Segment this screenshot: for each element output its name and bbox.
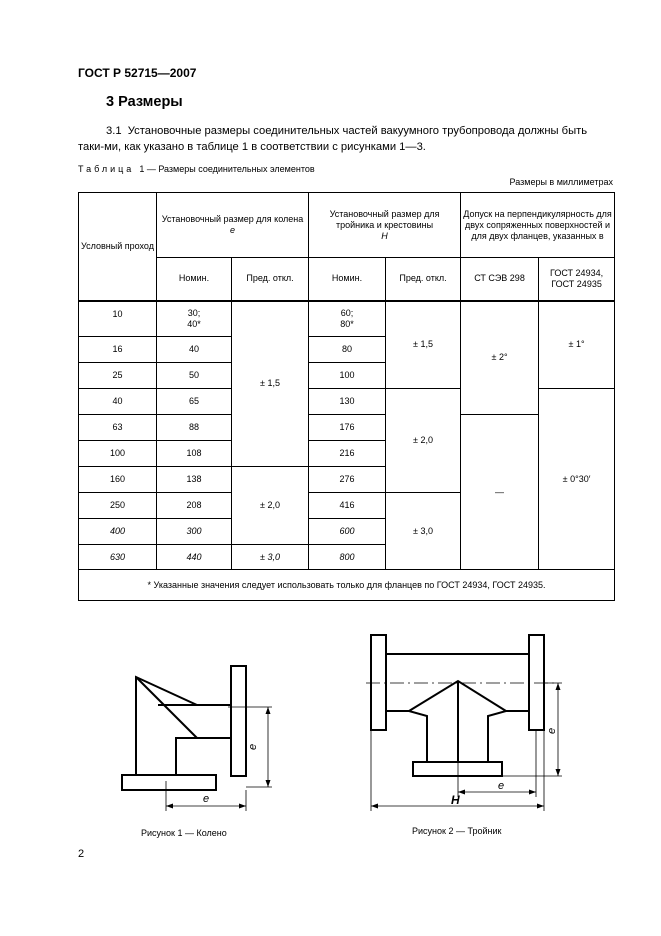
row-e: 208 <box>157 493 232 519</box>
section-title: 3 Размеры <box>106 94 183 110</box>
header-nominal-bore: Условный проход <box>79 193 157 301</box>
row-dn: 40 <box>79 389 157 415</box>
row-h: 416 <box>309 493 386 519</box>
merged-sev-1: ± 2° <box>461 301 539 415</box>
header-tee-label: Установочный размер для тройника и крестовины <box>329 208 440 230</box>
row-e: 440 <box>157 545 232 570</box>
row-dn: 630 <box>79 545 157 570</box>
row-e: 30; 40* <box>157 301 232 337</box>
row-e: 300 <box>157 519 232 545</box>
row-e: 40 <box>157 337 232 363</box>
header-tee-nom: Номин. <box>309 258 386 301</box>
knee-flange-bottom <box>122 775 216 790</box>
merged-e-dev-1: ± 1,5 <box>232 301 309 467</box>
figure-tee-drawing <box>350 625 580 815</box>
row-h: 600 <box>309 519 386 545</box>
row-h: 100 <box>309 363 386 389</box>
figure-knee-drawing <box>110 660 290 820</box>
row-dn: 16 <box>79 337 157 363</box>
header-knee <box>157 193 309 258</box>
paragraph-3-1 <box>78 123 615 155</box>
figure-2-caption: Рисунок 2 — Тройник <box>412 826 502 836</box>
merged-h-dev-2: ± 2,0 <box>386 389 461 493</box>
row-dn: 160 <box>79 467 157 493</box>
row-dn: 250 <box>79 493 157 519</box>
header-tee <box>309 193 461 258</box>
header-gost: ГОСТ 24934, ГОСТ 24935 <box>539 258 615 301</box>
row-e: 65 <box>157 389 232 415</box>
standard-header: ГОСТ Р 52715—2007 <box>78 66 197 80</box>
paragraph-number: 3.1 <box>106 125 122 137</box>
knee-inner-edge <box>136 677 197 738</box>
row-h: 276 <box>309 467 386 493</box>
row-dn: 100 <box>79 441 157 467</box>
header-knee-nom: Номин. <box>157 258 232 301</box>
row-dn: 400 <box>79 519 157 545</box>
row-e: 108 <box>157 441 232 467</box>
row-h: 130 <box>309 389 386 415</box>
table-units: Размеры в миллиметрах <box>509 177 613 187</box>
merged-e-dev-3: ± 3,0 <box>232 545 309 570</box>
knee-label-e-vertical: e <box>247 743 259 750</box>
merged-gost-1: ± 1° <box>539 301 615 389</box>
merged-h-dev-1: ± 1,5 <box>386 301 461 389</box>
tee-flange-right <box>529 635 544 730</box>
table-caption-label: Таблица <box>78 164 135 174</box>
tee-flange-bottom <box>413 762 502 776</box>
table-caption-text: 1 — Размеры соединительных элементов <box>139 164 315 174</box>
merged-gost-2: ± 0°30′ <box>539 389 615 570</box>
tee-label-H: H <box>451 793 460 807</box>
row-e: 138 <box>157 467 232 493</box>
merged-sev-2: — <box>461 415 539 570</box>
row-h: 800 <box>309 545 386 570</box>
knee-flange-right <box>231 666 246 776</box>
header-knee-dev: Пред. откл. <box>232 258 309 301</box>
page-number: 2 <box>78 848 85 860</box>
table-caption <box>78 164 315 174</box>
row-dn: 63 <box>79 415 157 441</box>
row-h: 176 <box>309 415 386 441</box>
tee-ext-lines-e <box>458 730 536 797</box>
header-tee-dev: Пред. откл. <box>386 258 461 301</box>
figure-1-caption: Рисунок 1 — Колено <box>141 828 227 838</box>
header-knee-var: e <box>230 225 236 235</box>
row-dn: 10 <box>79 301 157 337</box>
row-h: 216 <box>309 441 386 467</box>
row-e: 50 <box>157 363 232 389</box>
dimensions-table <box>78 192 615 601</box>
tee-flange-left <box>371 635 386 730</box>
table-footnote: * Указанные значения следует использовать только для фланцев по ГОСТ 24934, ГОСТ 24935. <box>79 570 615 601</box>
header-knee-label: Установочный размер для колена <box>161 214 304 224</box>
header-perpendicularity: Допуск на перпендикулярность для двух сопряженных поверхностей и для двух фланцев, указанных в <box>461 193 615 258</box>
knee-label-e-horizontal: e <box>203 793 210 805</box>
tee-label-e-vertical: e <box>546 727 558 734</box>
row-dn: 25 <box>79 363 157 389</box>
merged-h-dev-3: ± 3,0 <box>386 493 461 570</box>
row-e: 88 <box>157 415 232 441</box>
merged-e-dev-2: ± 2,0 <box>232 467 309 545</box>
paragraph-text: Установочные размеры соединительных частей вакуумного трубопровода должны быть таки-ми, как указано в таблице 1 в соответствии с рисунками 1—3. <box>78 125 588 153</box>
header-st-sev: СТ СЭВ 298 <box>461 258 539 301</box>
row-h: 80 <box>309 337 386 363</box>
row-h: 60; 80* <box>309 301 386 337</box>
tee-label-e-horizontal: e <box>498 780 505 792</box>
header-tee-var: H <box>381 230 388 241</box>
